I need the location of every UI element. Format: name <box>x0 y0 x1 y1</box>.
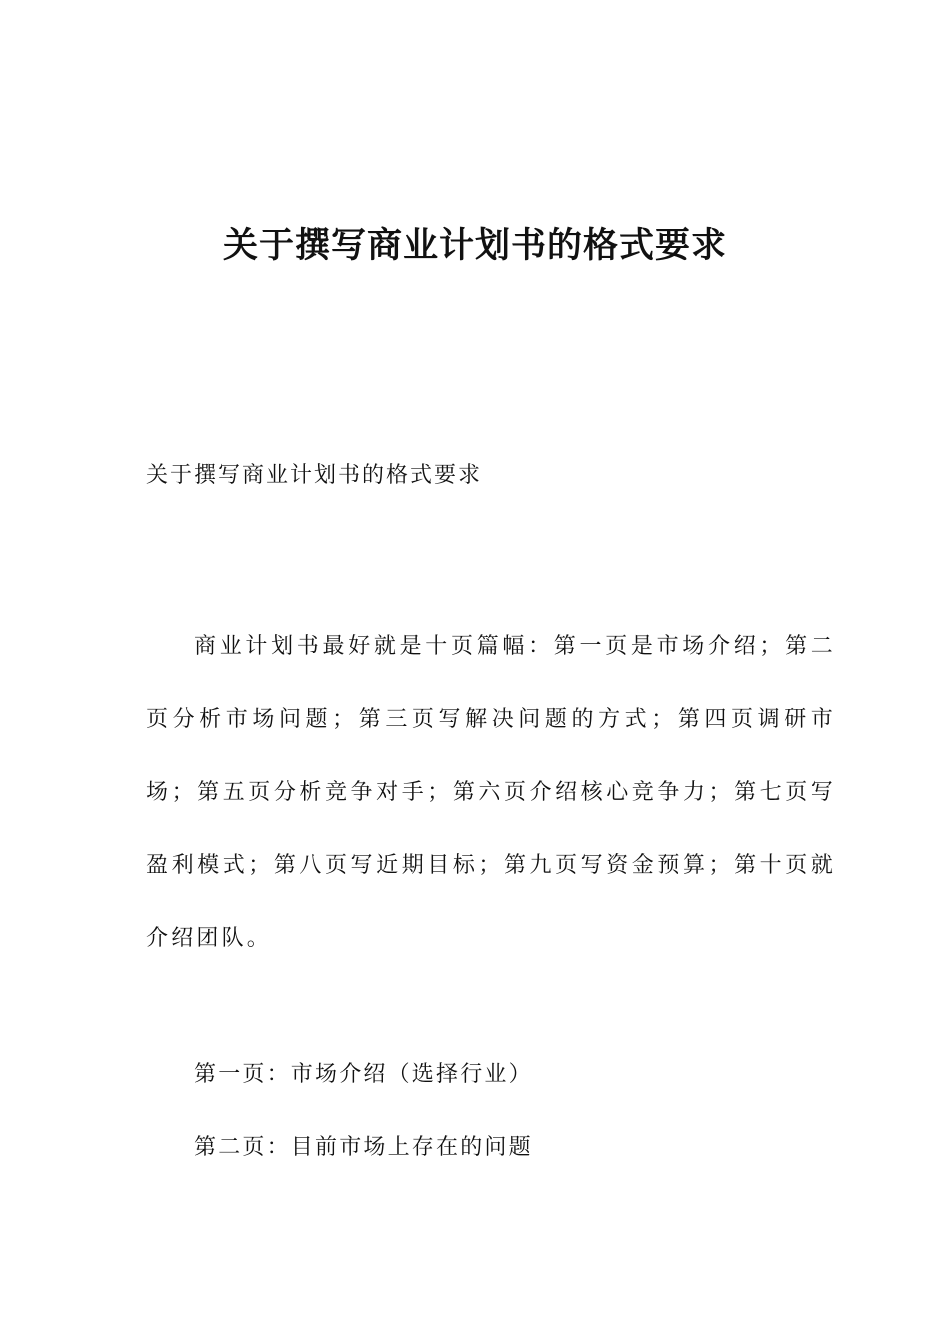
document-title: 关于撰写商业计划书的格式要求 <box>222 226 727 266</box>
section-page-two: 第二页：目前市场上存在的问题 <box>194 1135 533 1160</box>
document-subtitle: 关于撰写商业计划书的格式要求 <box>146 463 483 488</box>
section-page-one: 第一页：市场介绍（选择行业） <box>194 1062 533 1087</box>
intro-paragraph: 商业计划书最好就是十页篇幅：第一页是市场介绍；第二页分析市场问题；第三页写解决问题的方式；第四页调研市场；第五页分析竞争对手；第六页介绍核心竞争力；第七页写盈利模式；第八页写近期目标；第九页写资金预算；第十页就介绍团队。 <box>146 634 836 951</box>
